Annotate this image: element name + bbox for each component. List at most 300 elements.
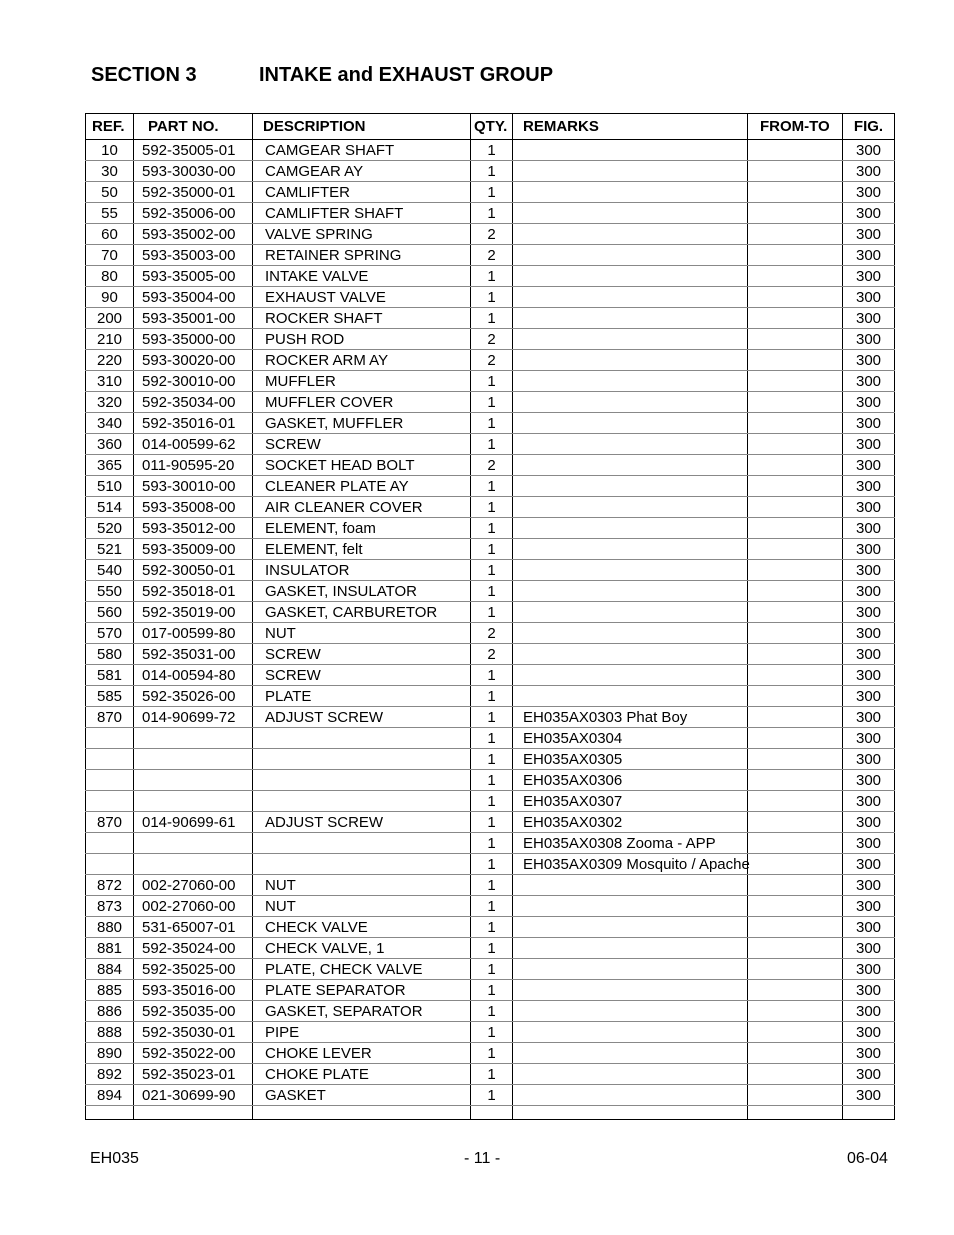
table-row [86,791,895,812]
from-to-cell [748,434,843,455]
description-cell: EXHAUST VALVE [253,287,471,308]
ref-cell: 10 [86,140,134,161]
part-no-cell: 592-35025-00 [134,959,253,980]
description-cell: AIR CLEANER COVER [253,497,471,518]
part-no-cell: 592-35018-01 [134,581,253,602]
qty-cell: 1 [471,581,513,602]
from-to-cell [748,581,843,602]
remarks-cell [513,266,748,287]
part-no-cell: 592-35019-00 [134,602,253,623]
qty-cell: 2 [471,350,513,371]
table-row [86,896,895,917]
qty-cell: 1 [471,182,513,203]
from-to-cell [748,182,843,203]
fig-cell: 300 [843,245,895,266]
from-to-cell [748,539,843,560]
fig-cell: 300 [843,350,895,371]
description-cell: RETAINER SPRING [253,245,471,266]
column-header-part-no: PART NO. [134,114,253,140]
from-to-cell [748,140,843,161]
description-cell: CAMLIFTER SHAFT [253,203,471,224]
description-cell: INTAKE VALVE [253,266,471,287]
fig-cell: 300 [843,1043,895,1064]
part-no-cell: 014-00599-62 [134,434,253,455]
from-to-cell [748,707,843,728]
description-cell: NUT [253,896,471,917]
remarks-cell [513,623,748,644]
ref-cell: 894 [86,1085,134,1106]
part-no-cell: 593-35009-00 [134,539,253,560]
qty-cell: 1 [471,539,513,560]
empty-cell [843,1106,895,1120]
table-header-row [86,114,895,140]
part-no-cell: 592-35022-00 [134,1043,253,1064]
remarks-cell [513,392,748,413]
from-to-cell [748,833,843,854]
table-row [86,917,895,938]
qty-cell: 1 [471,287,513,308]
remarks-cell: EH035AX0307 [513,791,748,812]
ref-cell: 514 [86,497,134,518]
description-cell: CAMLIFTER [253,182,471,203]
remarks-cell [513,896,748,917]
qty-cell: 1 [471,938,513,959]
table-row [86,980,895,1001]
from-to-cell [748,917,843,938]
ref-cell: 884 [86,959,134,980]
qty-cell: 1 [471,518,513,539]
part-no-cell: 011-90595-20 [134,455,253,476]
fig-cell: 300 [843,1085,895,1106]
part-no-cell: 593-35004-00 [134,287,253,308]
part-no-cell [134,770,253,791]
from-to-cell [748,623,843,644]
description-cell: CHOKE LEVER [253,1043,471,1064]
from-to-cell [748,560,843,581]
from-to-cell [748,896,843,917]
table-row [86,581,895,602]
part-no-cell: 592-35035-00 [134,1001,253,1022]
column-header-qty: QTY. [471,114,513,140]
remarks-cell [513,518,748,539]
description-cell: PLATE SEPARATOR [253,980,471,1001]
remarks-cell [513,1043,748,1064]
table-row [86,413,895,434]
qty-cell: 1 [471,413,513,434]
table-row [86,959,895,980]
ref-cell: 200 [86,308,134,329]
qty-cell: 1 [471,791,513,812]
ref-cell [86,833,134,854]
description-cell: SCREW [253,434,471,455]
part-no-cell: 592-30050-01 [134,560,253,581]
table-row [86,854,895,875]
from-to-cell [748,476,843,497]
fig-cell: 300 [843,434,895,455]
description-cell: MUFFLER [253,371,471,392]
table-row [86,203,895,224]
qty-cell: 1 [471,1064,513,1085]
fig-cell: 300 [843,329,895,350]
qty-cell: 1 [471,1022,513,1043]
part-no-cell: 531-65007-01 [134,917,253,938]
ref-cell: 55 [86,203,134,224]
fig-cell: 300 [843,917,895,938]
from-to-cell [748,728,843,749]
remarks-cell [513,434,748,455]
fig-cell: 300 [843,455,895,476]
ref-cell: 340 [86,413,134,434]
ref-cell: 360 [86,434,134,455]
remarks-cell [513,455,748,476]
table-row [86,371,895,392]
qty-cell: 1 [471,434,513,455]
ref-cell: 365 [86,455,134,476]
part-no-cell: 592-35016-01 [134,413,253,434]
from-to-cell [748,329,843,350]
ref-cell: 50 [86,182,134,203]
ref-cell: 550 [86,581,134,602]
from-to-cell [748,518,843,539]
qty-cell: 1 [471,476,513,497]
remarks-cell [513,224,748,245]
qty-cell: 2 [471,455,513,476]
fig-cell: 300 [843,476,895,497]
table-body [86,140,895,1120]
part-no-cell: 592-35006-00 [134,203,253,224]
fig-cell: 300 [843,1022,895,1043]
qty-cell: 1 [471,1043,513,1064]
fig-cell: 300 [843,539,895,560]
remarks-cell [513,938,748,959]
from-to-cell [748,1064,843,1085]
part-no-cell [134,854,253,875]
ref-cell: 70 [86,245,134,266]
part-no-cell: 593-35005-00 [134,266,253,287]
table-row [86,329,895,350]
ref-cell: 870 [86,812,134,833]
description-cell [253,728,471,749]
ref-cell: 210 [86,329,134,350]
fig-cell: 300 [843,623,895,644]
remarks-cell [513,350,748,371]
from-to-cell [748,1043,843,1064]
remarks-cell [513,497,748,518]
ref-cell [86,791,134,812]
from-to-cell [748,371,843,392]
column-header-from-to: FROM-TO [748,114,843,140]
table-row [86,518,895,539]
table-row [86,539,895,560]
ref-cell: 570 [86,623,134,644]
from-to-cell [748,392,843,413]
remarks-cell [513,245,748,266]
qty-cell: 1 [471,602,513,623]
ref-cell: 30 [86,161,134,182]
from-to-cell [748,287,843,308]
remarks-cell [513,644,748,665]
page-title [91,64,553,87]
empty-cell [86,1106,134,1120]
description-cell: ELEMENT, felt [253,539,471,560]
from-to-cell [748,203,843,224]
fig-cell: 300 [843,287,895,308]
description-cell: NUT [253,623,471,644]
description-cell: VALVE SPRING [253,224,471,245]
fig-cell: 300 [843,812,895,833]
qty-cell: 1 [471,161,513,182]
remarks-cell [513,182,748,203]
part-no-cell: 002-27060-00 [134,875,253,896]
part-no-cell: 021-30699-90 [134,1085,253,1106]
remarks-cell [513,203,748,224]
from-to-cell [748,644,843,665]
fig-cell: 300 [843,980,895,1001]
part-no-cell: 593-35000-00 [134,329,253,350]
fig-cell: 300 [843,308,895,329]
fig-cell: 300 [843,266,895,287]
table-row [86,938,895,959]
remarks-cell [513,413,748,434]
fig-cell: 300 [843,560,895,581]
description-cell [253,749,471,770]
column-header-fig: FIG. [843,114,895,140]
from-to-cell [748,224,843,245]
footer-page-number: - 11 - [464,1150,501,1167]
part-no-cell [134,791,253,812]
fig-cell: 300 [843,770,895,791]
ref-cell: 873 [86,896,134,917]
qty-cell: 2 [471,224,513,245]
from-to-cell [748,161,843,182]
part-no-cell: 592-35000-01 [134,182,253,203]
description-cell [253,833,471,854]
empty-cell [134,1106,253,1120]
remarks-cell [513,560,748,581]
table-row [86,833,895,854]
description-cell: ROCKER SHAFT [253,308,471,329]
description-cell: GASKET, SEPARATOR [253,1001,471,1022]
table-row [86,770,895,791]
empty-cell [513,1106,748,1120]
description-cell: CHOKE PLATE [253,1064,471,1085]
remarks-cell [513,1022,748,1043]
part-no-cell: 592-35023-01 [134,1064,253,1085]
part-no-cell: 014-90699-61 [134,812,253,833]
ref-cell: 870 [86,707,134,728]
qty-cell: 1 [471,854,513,875]
remarks-cell [513,602,748,623]
remarks-cell [513,329,748,350]
description-cell: NUT [253,875,471,896]
fig-cell: 300 [843,959,895,980]
qty-cell: 1 [471,749,513,770]
from-to-cell [748,812,843,833]
from-to-cell [748,455,843,476]
ref-cell: 872 [86,875,134,896]
ref-cell: 60 [86,224,134,245]
remarks-cell [513,287,748,308]
from-to-cell [748,854,843,875]
part-no-cell: 002-27060-00 [134,896,253,917]
qty-cell: 1 [471,917,513,938]
fig-cell: 300 [843,686,895,707]
remarks-cell [513,476,748,497]
qty-cell: 1 [471,812,513,833]
remarks-cell [513,161,748,182]
qty-cell: 1 [471,203,513,224]
remarks-cell [513,308,748,329]
part-no-cell: 593-30020-00 [134,350,253,371]
qty-cell: 1 [471,266,513,287]
remarks-cell [513,875,748,896]
table-row [86,686,895,707]
fig-cell: 300 [843,602,895,623]
table-row [86,875,895,896]
empty-cell [748,1106,843,1120]
from-to-cell [748,1085,843,1106]
ref-cell [86,728,134,749]
qty-cell: 1 [471,371,513,392]
description-cell: ELEMENT, foam [253,518,471,539]
remarks-cell [513,1001,748,1022]
qty-cell: 1 [471,308,513,329]
table-row [86,602,895,623]
table-row [86,476,895,497]
qty-cell: 1 [471,1085,513,1106]
remarks-cell [513,1085,748,1106]
part-no-cell [134,833,253,854]
description-cell: PIPE [253,1022,471,1043]
fig-cell: 300 [843,1001,895,1022]
table-row [86,665,895,686]
part-no-cell: 014-00594-80 [134,665,253,686]
fig-cell: 300 [843,896,895,917]
table-row [86,245,895,266]
qty-cell: 1 [471,1001,513,1022]
ref-cell [86,854,134,875]
ref-cell: 510 [86,476,134,497]
remarks-cell: EH035AX0308 Zooma - APP [513,833,748,854]
ref-cell: 520 [86,518,134,539]
table-row [86,749,895,770]
ref-cell: 80 [86,266,134,287]
description-cell [253,791,471,812]
qty-cell: 1 [471,686,513,707]
part-no-cell: 593-35003-00 [134,245,253,266]
fig-cell: 300 [843,140,895,161]
part-no-cell: 593-35016-00 [134,980,253,1001]
qty-cell: 1 [471,560,513,581]
part-no-cell: 017-00599-80 [134,623,253,644]
ref-cell: 580 [86,644,134,665]
description-cell [253,854,471,875]
table-row [86,497,895,518]
part-no-cell: 592-35030-01 [134,1022,253,1043]
description-cell: PUSH ROD [253,329,471,350]
empty-cell [253,1106,471,1120]
ref-cell: 892 [86,1064,134,1085]
description-cell: GASKET, CARBURETOR [253,602,471,623]
table-row [86,287,895,308]
remarks-cell: EH035AX0306 [513,770,748,791]
from-to-cell [748,266,843,287]
part-no-cell: 014-90699-72 [134,707,253,728]
part-no-cell: 593-30010-00 [134,476,253,497]
part-no-cell: 593-35012-00 [134,518,253,539]
ref-cell: 220 [86,350,134,371]
part-no-cell [134,728,253,749]
from-to-cell [748,245,843,266]
fig-cell: 300 [843,182,895,203]
description-cell: SCREW [253,665,471,686]
table-row [86,308,895,329]
description-cell: CHECK VALVE, 1 [253,938,471,959]
from-to-cell [748,1022,843,1043]
from-to-cell [748,665,843,686]
fig-cell: 300 [843,581,895,602]
qty-cell: 2 [471,329,513,350]
from-to-cell [748,959,843,980]
description-cell: ADJUST SCREW [253,812,471,833]
footer-date: 06-04 [847,1150,888,1167]
ref-cell: 560 [86,602,134,623]
from-to-cell [748,350,843,371]
fig-cell: 300 [843,833,895,854]
footer-model: EH035 [90,1150,139,1167]
ref-cell: 881 [86,938,134,959]
from-to-cell [748,497,843,518]
part-no-cell: 592-35034-00 [134,392,253,413]
table-row [86,644,895,665]
description-cell: CLEANER PLATE AY [253,476,471,497]
fig-cell: 300 [843,203,895,224]
description-cell: GASKET, INSULATOR [253,581,471,602]
table-row [86,182,895,203]
section-number: SECTION 3 [91,64,197,86]
part-no-cell: 592-30010-00 [134,371,253,392]
from-to-cell [748,413,843,434]
ref-cell: 310 [86,371,134,392]
remarks-cell [513,959,748,980]
fig-cell: 300 [843,938,895,959]
part-no-cell: 592-35005-01 [134,140,253,161]
ref-cell: 885 [86,980,134,1001]
from-to-cell [748,980,843,1001]
remarks-cell [513,371,748,392]
remarks-cell [513,917,748,938]
table-row [86,266,895,287]
from-to-cell [748,875,843,896]
table-row [86,1022,895,1043]
ref-cell: 890 [86,1043,134,1064]
table-row [86,224,895,245]
qty-cell: 1 [471,140,513,161]
parts-table [85,113,895,1120]
qty-cell: 1 [471,980,513,1001]
description-cell: GASKET [253,1085,471,1106]
remarks-cell: EH035AX0304 [513,728,748,749]
description-cell: SOCKET HEAD BOLT [253,455,471,476]
remarks-cell [513,686,748,707]
remarks-cell: EH035AX0305 [513,749,748,770]
column-header-description: DESCRIPTION [253,114,471,140]
qty-cell: 2 [471,644,513,665]
qty-cell: 2 [471,245,513,266]
fig-cell: 300 [843,749,895,770]
from-to-cell [748,749,843,770]
qty-cell: 1 [471,665,513,686]
